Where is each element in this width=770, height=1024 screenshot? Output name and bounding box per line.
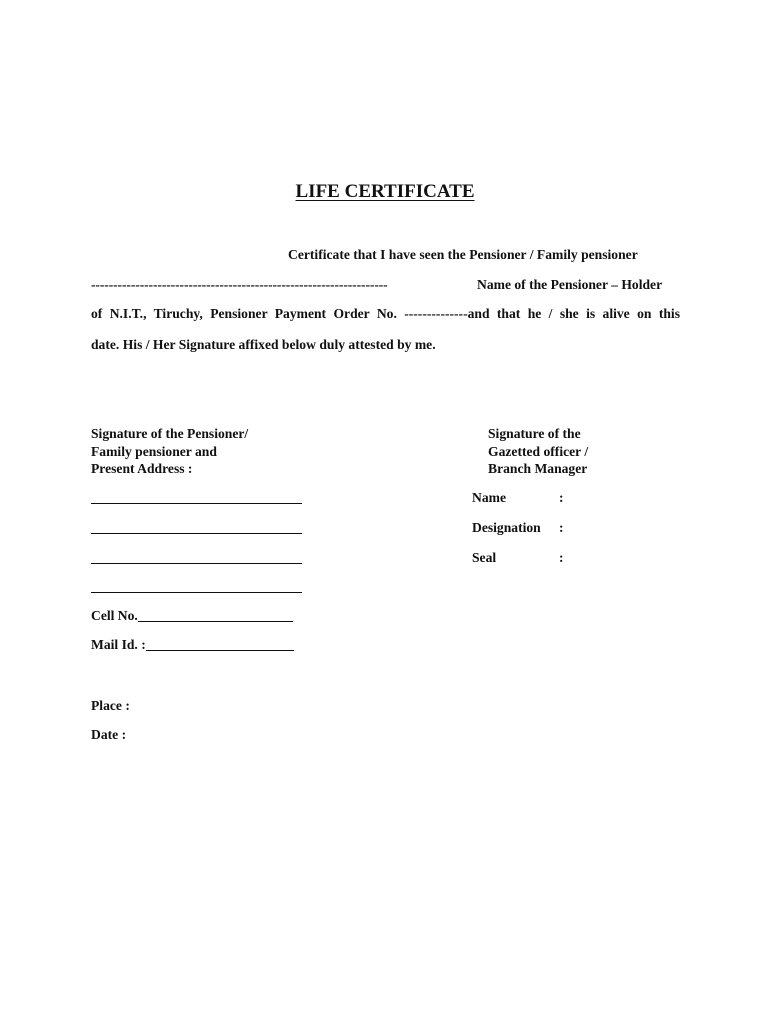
pensioner-name-blank: ------------------------------------------------------------------- <box>91 277 388 292</box>
mail-id-field[interactable] <box>146 637 294 651</box>
date-label: Date : <box>91 727 127 742</box>
certificate-line-1: Certificate that I have seen the Pensioner / Family pensioner <box>288 247 638 262</box>
address-line-2[interactable] <box>91 533 302 534</box>
cell-number-row <box>91 608 293 624</box>
address-line-3[interactable] <box>91 563 302 564</box>
officer-seal-colon: : <box>559 550 564 565</box>
mail-id-row <box>91 637 294 653</box>
certificate-line-3: of N.I.T., Tiruchy, Pensioner Payment Order No. --------------and that he / she is alive on this <box>91 306 680 321</box>
cell-number-label: Cell No. <box>91 608 138 623</box>
pensioner-heading-line-2: Family pensioner and <box>91 443 217 459</box>
officer-name-label: Name <box>472 490 506 505</box>
mail-id-label: Mail Id. : <box>91 637 146 652</box>
officer-heading-line-2: Gazetted officer / <box>488 443 589 459</box>
officer-heading-line-1: Signature of the <box>488 426 581 441</box>
document-title: LIFE CERTIFICATE <box>295 181 475 202</box>
pensioner-signature-heading <box>91 425 248 478</box>
officer-designation-label: Designation <box>472 520 541 535</box>
certificate-line-4: date. His / Her Signature affixed below duly attested by me. <box>91 337 436 352</box>
officer-seal-label: Seal <box>472 550 497 565</box>
address-line-4[interactable] <box>91 592 302 593</box>
officer-heading-line-3: Branch Manager <box>488 461 588 476</box>
pensioner-heading-line-3: Present Address : <box>91 461 193 476</box>
certificate-line-2: Name of the Pensioner – Holder <box>477 277 663 292</box>
address-line-1[interactable] <box>91 503 302 504</box>
officer-signature-heading <box>488 425 588 478</box>
officer-designation-colon: : <box>559 520 564 535</box>
place-label: Place : <box>91 698 130 713</box>
officer-name-colon: : <box>559 490 564 505</box>
cell-number-field[interactable] <box>138 608 293 622</box>
pensioner-heading-line-1: Signature of the Pensioner/ <box>91 426 249 441</box>
